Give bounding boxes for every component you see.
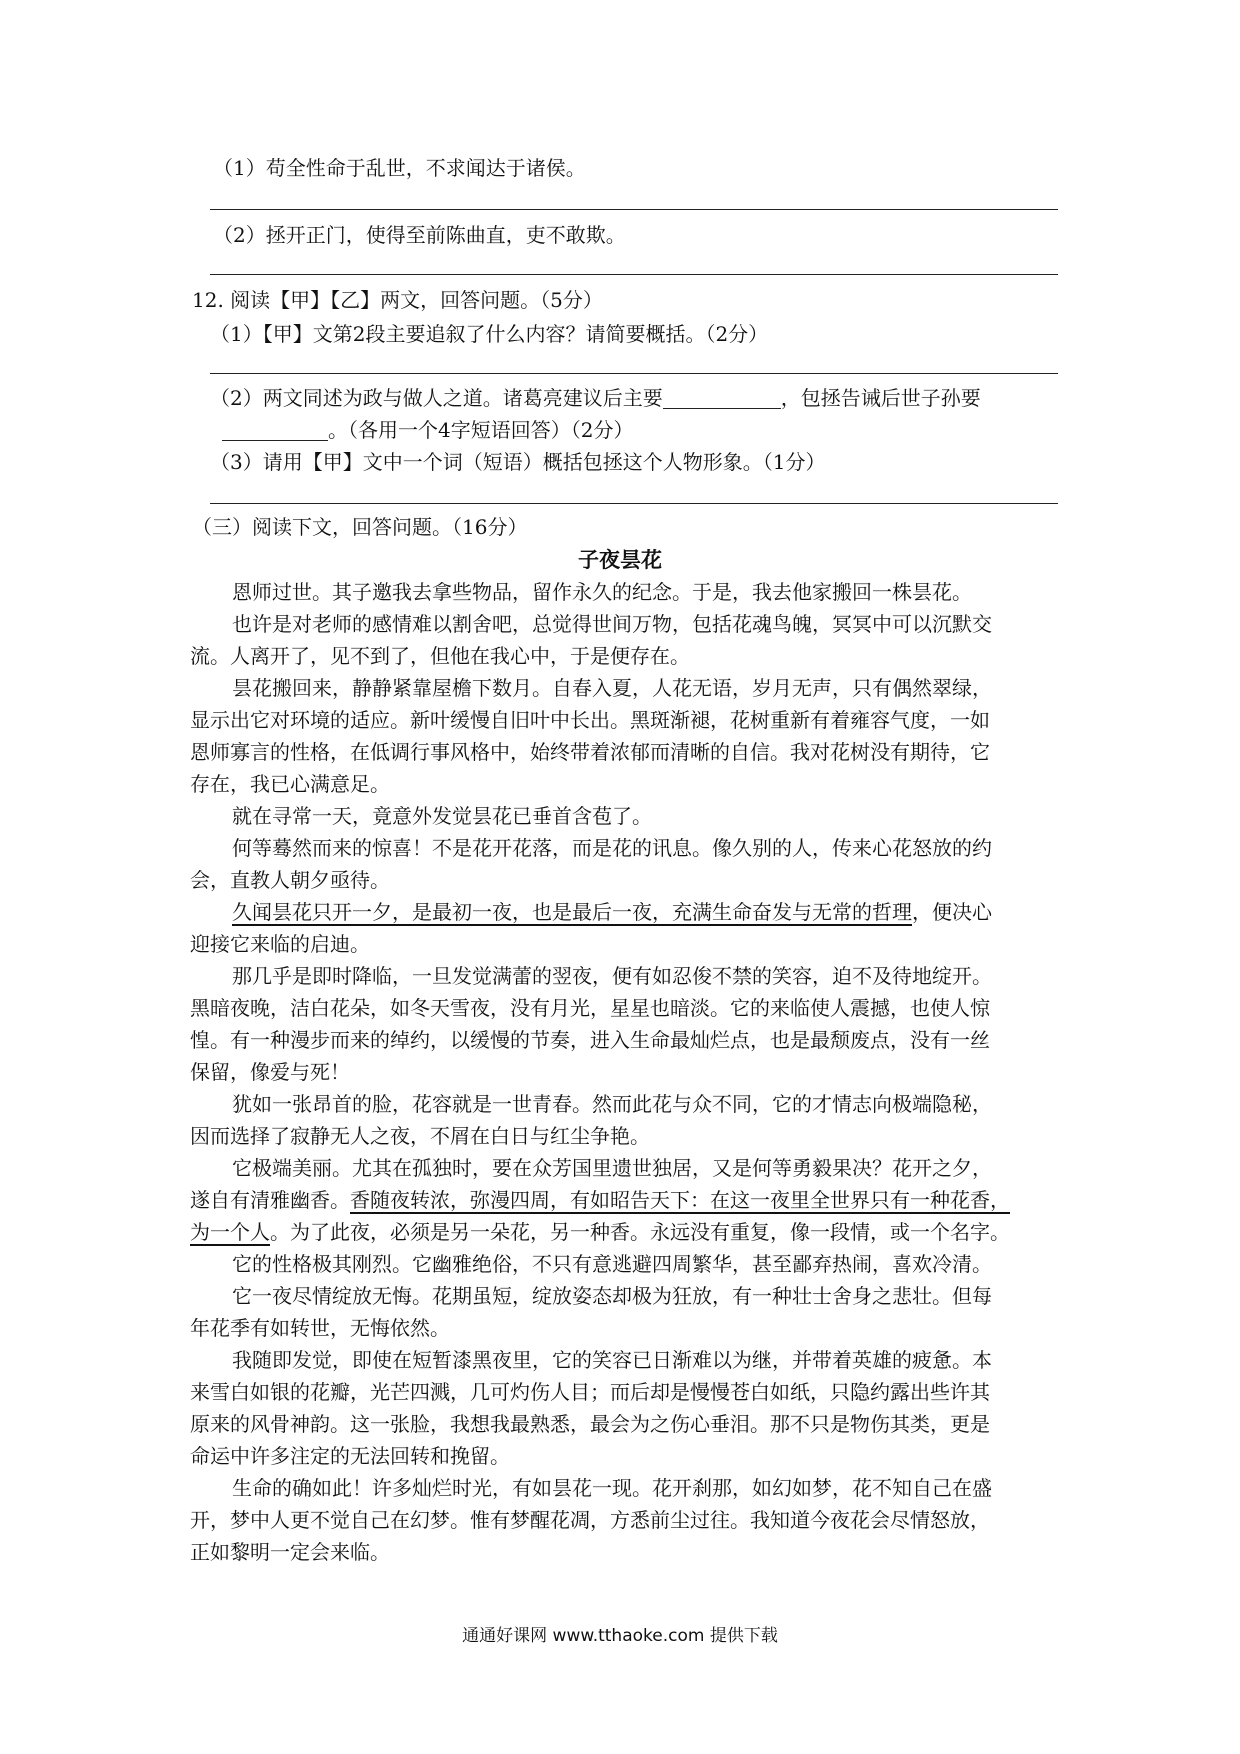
- answer-line: [210, 503, 1058, 504]
- answer-blank[interactable]: [663, 388, 781, 409]
- paragraph-9-rest: 。为了此夜，必须是另一朵花，另一种香。永远没有重复，像一段情，或一个名字。: [270, 1220, 1010, 1244]
- paragraph-8-line-2: 因而选择了寂静无人之夜，不屑在白日与红尘争艳。: [190, 1124, 650, 1148]
- q11-item-1: （1）苟全性命于乱世，不求闻达于诸侯。: [213, 156, 586, 180]
- paragraph-3-line-4: 存在，我已心满意足。: [190, 772, 390, 796]
- section-header: （三）阅读下文，回答问题。（16分）: [192, 515, 528, 539]
- paragraph-6-line-1: [232, 898, 992, 926]
- page-footer: 通通好课网 www.tthaoke.com 提供下载: [462, 1626, 778, 1646]
- paragraph-3-line-2: 显示出它对环境的适应。新叶缓慢自旧叶中长出。黑斑渐褪，花树重新有着雍容气度，一如: [190, 708, 990, 732]
- q12-item-2-cont: [222, 416, 633, 444]
- paragraph-9-line-3: [190, 1218, 1010, 1246]
- paragraph-9-plain: 遂自有清雅幽香。: [190, 1188, 350, 1212]
- paragraph-5-line-1: 何等蓦然而来的惊喜！不是花开花落，而是花的讯息。像久别的人，传来心花怒放的约: [232, 836, 992, 860]
- underlined-sentence: 香随夜转浓，弥漫四周，有如昭告天下：在这一夜里全世界只有一种花香，: [350, 1188, 1010, 1212]
- paragraph-13-line-2: 开，梦中人更不觉自己在幻梦。惟有梦醒花凋，方悉前尘过往。我知道今夜花会尽情怒放，: [190, 1508, 990, 1532]
- paragraph-6-line-2: 迎接它来临的启迪。: [190, 932, 370, 956]
- paragraph-1: 恩师过世。其子邀我去拿些物品，留作永久的纪念。于是，我去他家搬回一株昙花。: [232, 580, 972, 604]
- answer-line: [210, 209, 1058, 210]
- paragraph-7-line-3: 惶。有一种漫步而来的绰约，以缓慢的节奏，进入生命最灿烂点，也是最颓废点，没有一丝: [190, 1028, 990, 1052]
- q12-header: 12. 阅读【甲】【乙】两文，回答问题。（5分）: [192, 288, 603, 312]
- article-title: 子夜昙花: [578, 547, 662, 572]
- paragraph-11-line-1: 它一夜尽情绽放无悔。花期虽短，绽放姿态却极为狂放，有一种壮士舍身之悲壮。但每: [232, 1284, 992, 1308]
- paragraph-12-line-4: 命运中许多注定的无法回转和挽留。: [190, 1444, 510, 1468]
- q12-item-2-part-b: ，包拯告诫后世子孙要: [780, 386, 981, 410]
- paragraph-12-line-1: 我随即发觉，即使在短暂漆黑夜里，它的笑容已日渐难以为继，并带着英雄的疲惫。本: [232, 1348, 992, 1372]
- paragraph-11-line-2: 年花季有如转世，无悔依然。: [190, 1316, 450, 1340]
- underlined-sentence-end: 为一个人: [190, 1220, 270, 1244]
- answer-line: [210, 274, 1058, 275]
- paragraph-7-line-2: 黑暗夜晚，洁白花朵，如冬天雪夜，没有月光，星星也暗淡。它的来临使人震撼，也使人惊: [190, 996, 990, 1020]
- paragraph-2-line-1: 也许是对老师的感情难以割舍吧，总觉得世间万物，包括花魂鸟魄，冥冥中可以沉默交: [232, 612, 992, 636]
- paragraph-13-line-1: 生命的确如此！许多灿烂时光，有如昙花一现。花开刹那，如幻如梦，花不知自己在盛: [232, 1476, 992, 1500]
- paragraph-9-line-2: [190, 1186, 1010, 1214]
- underlined-sentence: 久闻昙花只开一夕，是最初一夜，也是最后一夜，充满生命奋发与无常的哲理: [232, 900, 912, 924]
- paragraph-3-line-3: 恩师寡言的性格，在低调行事风格中，始终带着浓郁而清晰的自信。我对花树没有期待，它: [190, 740, 990, 764]
- paragraph-4: 就在寻常一天，竟意外发觉昙花已垂首含苞了。: [232, 804, 652, 828]
- paragraph-6-rest: ，便决心: [912, 900, 992, 924]
- paragraph-3-line-1: 昙花搬回来，静静紧靠屋檐下数月。自春入夏，人花无语，岁月无声，只有偶然翠绿，: [232, 676, 992, 700]
- paragraph-7-line-1: 那几乎是即时降临，一旦发觉满蕾的翌夜，便有如忍俊不禁的笑容，迫不及待地绽开。: [232, 964, 992, 988]
- q12-item-2-part-a: （2）两文同述为政与做人之道。诸葛亮建议后主要: [210, 386, 663, 410]
- paragraph-5-line-2: 会，直教人朝夕亟待。: [190, 868, 390, 892]
- paragraph-10: 它的性格极其刚烈。它幽雅绝俗，不只有意逃避四周繁华，甚至鄙弃热闹，喜欢冷清。: [232, 1252, 992, 1276]
- q11-item-2: （2）拯开正门，使得至前陈曲直，吏不敢欺。: [213, 223, 626, 247]
- answer-blank[interactable]: [222, 420, 328, 441]
- q12-item-1: （1）【甲】文第2段主要追叙了什么内容？请简要概括。（2分）: [210, 322, 769, 346]
- q12-item-2-part-c: 。（各用一个4字短语回答）（2分）: [328, 418, 634, 442]
- paragraph-12-line-3: 原来的风骨神韵。这一张脸，我想我最熟悉，最会为之伤心垂泪。那不只是物伤其类，更是: [190, 1412, 990, 1436]
- paragraph-12-line-2: 来雪白如银的花瓣，光芒四溅，几可灼伤人目；而后却是慢慢苍白如纸，只隐约露出些许其: [190, 1380, 990, 1404]
- paragraph-13-line-3: 正如黎明一定会来临。: [190, 1540, 390, 1564]
- q12-item-2: [210, 384, 981, 412]
- paragraph-9-line-1: 它极端美丽。尤其在孤独时，要在众芳国里遗世独居，又是何等勇毅果决？花开之夕，: [232, 1156, 992, 1180]
- answer-line: [210, 373, 1058, 374]
- paragraph-2-line-2: 流。人离开了，见不到了，但他在我心中，于是便存在。: [190, 644, 690, 668]
- paragraph-7-line-4: 保留，像爱与死！: [190, 1060, 350, 1084]
- q12-item-3: （3）请用【甲】文中一个词（短语）概括包拯这个人物形象。（1分）: [210, 450, 826, 474]
- paragraph-8-line-1: 犹如一张昂首的脸，花容就是一世青春。然而此花与众不同，它的才情志向极端隐秘，: [232, 1092, 992, 1116]
